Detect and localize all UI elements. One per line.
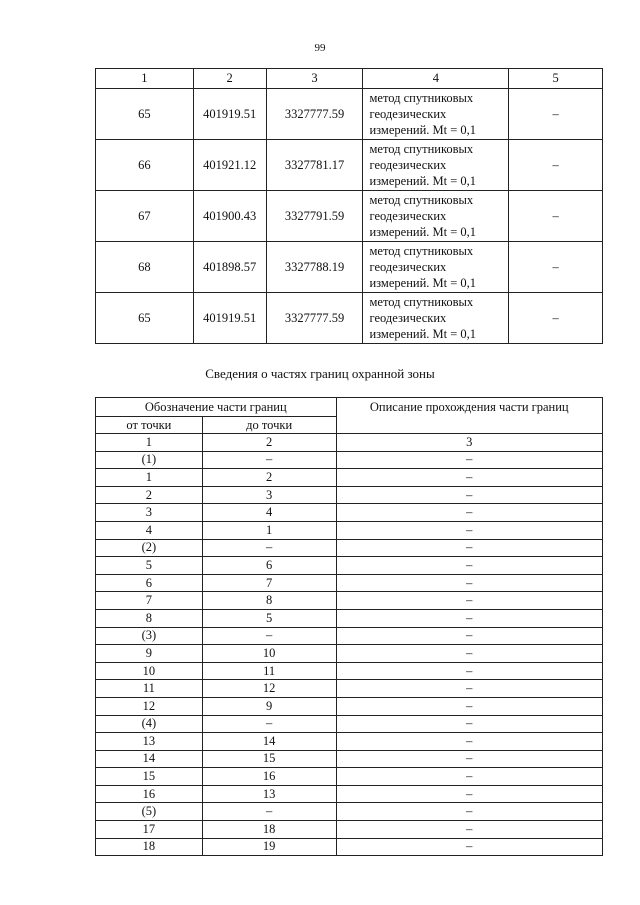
table-row xyxy=(96,521,603,539)
description-cell: – xyxy=(336,504,602,522)
coordinates-table xyxy=(95,68,603,344)
table-row xyxy=(96,539,603,557)
method-cell xyxy=(363,242,509,293)
from-point-cell: (1) xyxy=(96,451,203,469)
to-point-cell: 4 xyxy=(202,504,336,522)
method-line: метод спутниковых xyxy=(369,244,474,258)
method-cell xyxy=(363,89,509,140)
from-point-cell: 8 xyxy=(96,609,203,627)
to-point-cell: 9 xyxy=(202,697,336,715)
point-cell: 65 xyxy=(96,293,194,344)
method-line: геодезических xyxy=(369,311,447,325)
table-row xyxy=(96,821,603,839)
from-point-header: от точки xyxy=(96,417,203,434)
table-row xyxy=(96,609,603,627)
note-cell: – xyxy=(509,89,603,140)
description-cell: – xyxy=(336,469,602,487)
table-row xyxy=(96,293,603,344)
description-cell: – xyxy=(336,733,602,751)
method-line: геодезических xyxy=(369,260,447,274)
boundary-parts-body xyxy=(96,451,603,856)
to-point-cell: 7 xyxy=(202,574,336,592)
method-line: метод спутниковых xyxy=(369,295,474,309)
description-cell: – xyxy=(336,697,602,715)
boundary-parts-table xyxy=(95,397,603,856)
description-cell: – xyxy=(336,557,602,575)
note-cell: – xyxy=(509,293,603,344)
table-row xyxy=(96,242,603,293)
method-line: метод спутниковых xyxy=(369,193,474,207)
to-point-cell: – xyxy=(202,803,336,821)
table-row xyxy=(96,89,603,140)
table-header-row xyxy=(96,398,603,417)
table-row xyxy=(96,627,603,645)
boundary-designation-header: Обозначение части границ xyxy=(96,398,337,417)
note-cell: – xyxy=(509,140,603,191)
to-point-cell: – xyxy=(202,451,336,469)
to-point-cell: – xyxy=(202,627,336,645)
from-point-cell: 11 xyxy=(96,680,203,698)
x-coordinate-cell: 401921.12 xyxy=(193,140,266,191)
point-cell: 68 xyxy=(96,242,194,293)
method-line: измерений. Mt = 0,1 xyxy=(369,174,477,188)
description-cell: – xyxy=(336,821,602,839)
description-cell: – xyxy=(336,592,602,610)
method-line: метод спутниковых xyxy=(369,91,474,105)
x-coordinate-cell: 401898.57 xyxy=(193,242,266,293)
y-coordinate-cell: 3327781.17 xyxy=(266,140,363,191)
to-point-cell: 6 xyxy=(202,557,336,575)
description-cell: – xyxy=(336,750,602,768)
to-point-cell: 3 xyxy=(202,486,336,504)
description-cell: – xyxy=(336,680,602,698)
from-point-cell: 13 xyxy=(96,733,203,751)
table-row xyxy=(96,733,603,751)
table-row xyxy=(96,557,603,575)
description-cell: – xyxy=(336,521,602,539)
to-point-cell: 12 xyxy=(202,680,336,698)
to-point-cell: 15 xyxy=(202,750,336,768)
column-number-header: 3 xyxy=(266,69,363,89)
from-point-cell: (5) xyxy=(96,803,203,821)
description-cell: – xyxy=(336,627,602,645)
table-row xyxy=(96,574,603,592)
y-coordinate-cell: 3327777.59 xyxy=(266,293,363,344)
method-line: геодезических xyxy=(369,107,447,121)
from-point-cell: (2) xyxy=(96,539,203,557)
x-coordinate-cell: 401900.43 xyxy=(193,191,266,242)
from-point-cell: 18 xyxy=(96,838,203,856)
to-point-cell: 19 xyxy=(202,838,336,856)
y-coordinate-cell: 3327788.19 xyxy=(266,242,363,293)
description-cell: – xyxy=(336,451,602,469)
description-cell: – xyxy=(336,785,602,803)
to-point-cell: 10 xyxy=(202,645,336,663)
note-cell: – xyxy=(509,191,603,242)
note-cell: – xyxy=(509,242,603,293)
column-number: 2 xyxy=(202,434,336,452)
to-point-cell: 1 xyxy=(202,521,336,539)
from-point-cell: 17 xyxy=(96,821,203,839)
method-line: геодезических xyxy=(369,158,447,172)
from-point-cell: 3 xyxy=(96,504,203,522)
y-coordinate-cell: 3327791.59 xyxy=(266,191,363,242)
description-cell: – xyxy=(336,574,602,592)
column-number: 1 xyxy=(96,434,203,452)
to-point-cell: 11 xyxy=(202,662,336,680)
method-line: измерений. Mt = 0,1 xyxy=(369,327,477,341)
page-number: 99 xyxy=(314,42,326,54)
from-point-cell: 14 xyxy=(96,750,203,768)
table-row xyxy=(96,680,603,698)
table-row xyxy=(96,750,603,768)
from-point-cell: 16 xyxy=(96,785,203,803)
from-point-cell: 12 xyxy=(96,697,203,715)
method-cell xyxy=(363,191,509,242)
x-coordinate-cell: 401919.51 xyxy=(193,293,266,344)
to-point-cell: – xyxy=(202,539,336,557)
to-point-cell: 14 xyxy=(202,733,336,751)
to-point-cell: 5 xyxy=(202,609,336,627)
method-line: измерений. Mt = 0,1 xyxy=(369,225,477,239)
to-point-cell: 8 xyxy=(202,592,336,610)
from-point-cell: 10 xyxy=(96,662,203,680)
table-row xyxy=(96,697,603,715)
table-row xyxy=(96,469,603,487)
point-cell: 67 xyxy=(96,191,194,242)
method-line: метод спутниковых xyxy=(369,142,474,156)
description-cell: – xyxy=(336,539,602,557)
to-point-cell: – xyxy=(202,715,336,733)
method-cell xyxy=(363,293,509,344)
table-row xyxy=(96,785,603,803)
description-cell: – xyxy=(336,715,602,733)
x-coordinate-cell: 401919.51 xyxy=(193,89,266,140)
column-number: 3 xyxy=(336,434,602,452)
to-point-cell: 2 xyxy=(202,469,336,487)
point-cell: 65 xyxy=(96,89,194,140)
table-row xyxy=(96,838,603,856)
description-cell: – xyxy=(336,838,602,856)
description-cell: – xyxy=(336,486,602,504)
table-row xyxy=(96,592,603,610)
description-cell: – xyxy=(336,609,602,627)
to-point-cell: 16 xyxy=(202,768,336,786)
method-cell xyxy=(363,140,509,191)
point-cell: 66 xyxy=(96,140,194,191)
table-row xyxy=(96,504,603,522)
description-cell: – xyxy=(336,645,602,663)
description-cell: – xyxy=(336,803,602,821)
boundary-description-header: Описание прохождения части границ xyxy=(336,398,602,434)
from-point-cell: 7 xyxy=(96,592,203,610)
column-number-header: 5 xyxy=(509,69,603,89)
from-point-cell: 2 xyxy=(96,486,203,504)
from-point-cell: 6 xyxy=(96,574,203,592)
table-row xyxy=(96,715,603,733)
table-row xyxy=(96,191,603,242)
from-point-cell: (3) xyxy=(96,627,203,645)
y-coordinate-cell: 3327777.59 xyxy=(266,89,363,140)
table-row xyxy=(96,140,603,191)
method-line: измерений. Mt = 0,1 xyxy=(369,276,477,290)
table-header-row xyxy=(96,69,603,89)
column-number-header: 1 xyxy=(96,69,194,89)
table-row xyxy=(96,486,603,504)
description-cell: – xyxy=(336,662,602,680)
from-point-cell: 4 xyxy=(96,521,203,539)
table-row xyxy=(96,768,603,786)
from-point-cell: 5 xyxy=(96,557,203,575)
from-point-cell: 15 xyxy=(96,768,203,786)
from-point-cell: (4) xyxy=(96,715,203,733)
column-number-row xyxy=(96,434,603,452)
table-row xyxy=(96,645,603,663)
column-number-header: 4 xyxy=(363,69,509,89)
column-number-header: 2 xyxy=(193,69,266,89)
to-point-header: до точки xyxy=(202,417,336,434)
method-line: геодезических xyxy=(369,209,447,223)
method-line: измерений. Mt = 0,1 xyxy=(369,123,477,137)
from-point-cell: 9 xyxy=(96,645,203,663)
table-row xyxy=(96,662,603,680)
table-row xyxy=(96,451,603,469)
table-row xyxy=(96,803,603,821)
from-point-cell: 1 xyxy=(96,469,203,487)
section-title: Сведения о частях границ охранной зоны xyxy=(205,366,435,381)
to-point-cell: 13 xyxy=(202,785,336,803)
to-point-cell: 18 xyxy=(202,821,336,839)
description-cell: – xyxy=(336,768,602,786)
